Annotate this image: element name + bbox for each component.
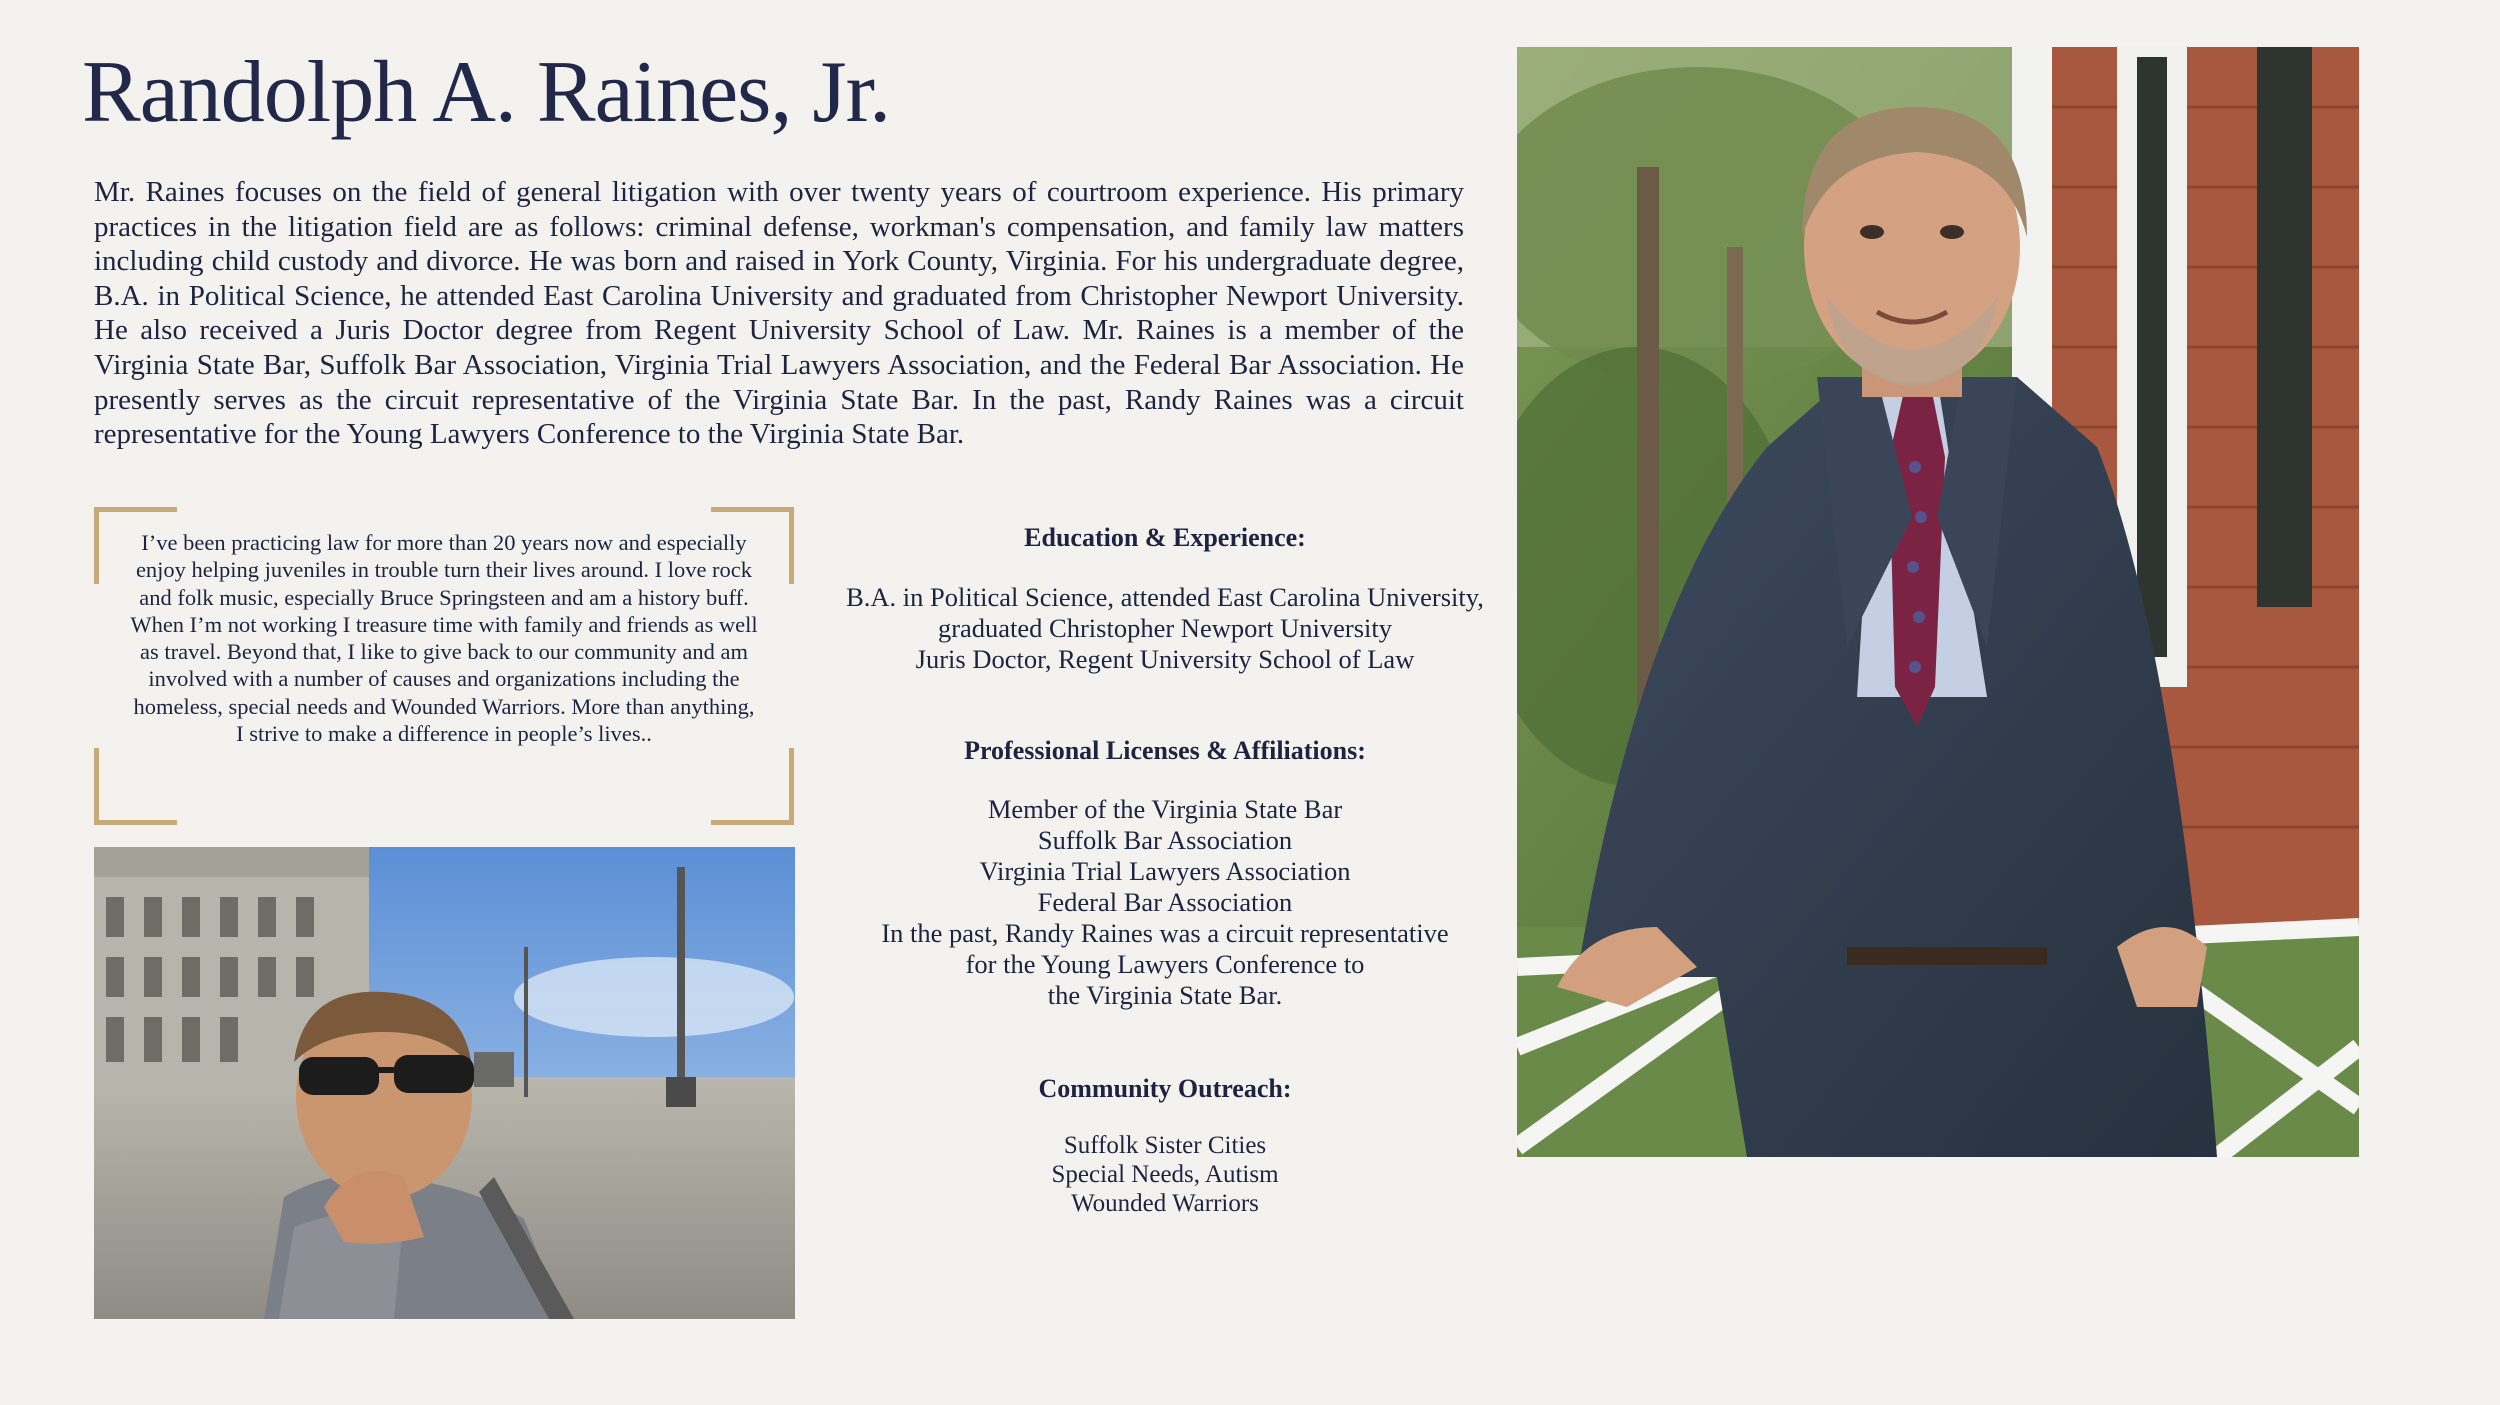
community-line: Suffolk Sister Cities <box>1063 1132 1267 1159</box>
bio-paragraph: Mr. Raines focuses on the field of general litigation with over twenty years of courtroom experience. His primary practices in the litigation field are as follows: criminal defense, workman's compensation, and family law matters including child custody and divorce. He was born and raised in York County, Virginia. For his undergraduate degree, B.A. in Political Science, he attended East Carolina University and graduated from Christopher Newport University. He also received a Juris Doctor degree from Regent University School of Law. Mr. Raines is a member of the Virginia State Bar, Suffolk Bar Association, Virginia Trial Lawyers Association, and the Federal Bar Association. He presently serves as the circuit representative of the Virginia State Bar. In the past, Randy Raines was a circuit representative for the Young Lawyers Conference to the Virginia State Bar. <box>94 176 1464 451</box>
bracket-bottom-right <box>711 748 794 825</box>
license-line: for the Young Lawyers Conference to <box>965 949 1365 979</box>
license-line: Suffolk Bar Association <box>1037 825 1293 855</box>
details-column <box>815 522 1515 1218</box>
education-line: graduated Christopher Newport University <box>937 613 1393 643</box>
bracket-bottom-left <box>94 748 177 825</box>
license-line: the Virginia State Bar. <box>1047 980 1283 1010</box>
license-line: In the past, Randy Raines was a circuit representative <box>881 918 1449 948</box>
education-line: Juris Doctor, Regent University School of Law <box>915 644 1415 674</box>
license-line: Federal Bar Association <box>1037 887 1293 917</box>
community-line: Wounded Warriors <box>1071 1190 1259 1217</box>
portrait-photo <box>1517 47 2359 1157</box>
community-line: Special Needs, Autism <box>1051 1161 1279 1188</box>
license-line: Virginia Trial Lawyers Association <box>979 856 1351 886</box>
personal-quote: I’ve been practicing law for more than 20 years now and especially enjoy helping juveniles in trouble turn their lives around. I love rock and folk music, especially Bruce Springsteen and am a history buff. When I’m not working I treasure time with family and friends as well as travel. Beyond that, I like to give back to our community and am involved with a number of causes and organizations including the homeless, special needs and Wounded Warriors. More than anything, I strive to make a difference in people’s lives.. <box>130 530 758 747</box>
education-line: B.A. in Political Science, attended East Carolina University, <box>846 582 1484 612</box>
community-heading: Community Outreach: <box>1038 1074 1292 1103</box>
casual-photo <box>94 847 795 1319</box>
education-heading: Education & Experience: <box>1024 523 1306 552</box>
page-title: Randolph A. Raines, Jr. <box>82 44 891 141</box>
licenses-heading: Professional Licenses & Affiliations: <box>964 736 1366 765</box>
license-line: Member of the Virginia State Bar <box>987 794 1343 824</box>
quote-box <box>94 507 794 825</box>
